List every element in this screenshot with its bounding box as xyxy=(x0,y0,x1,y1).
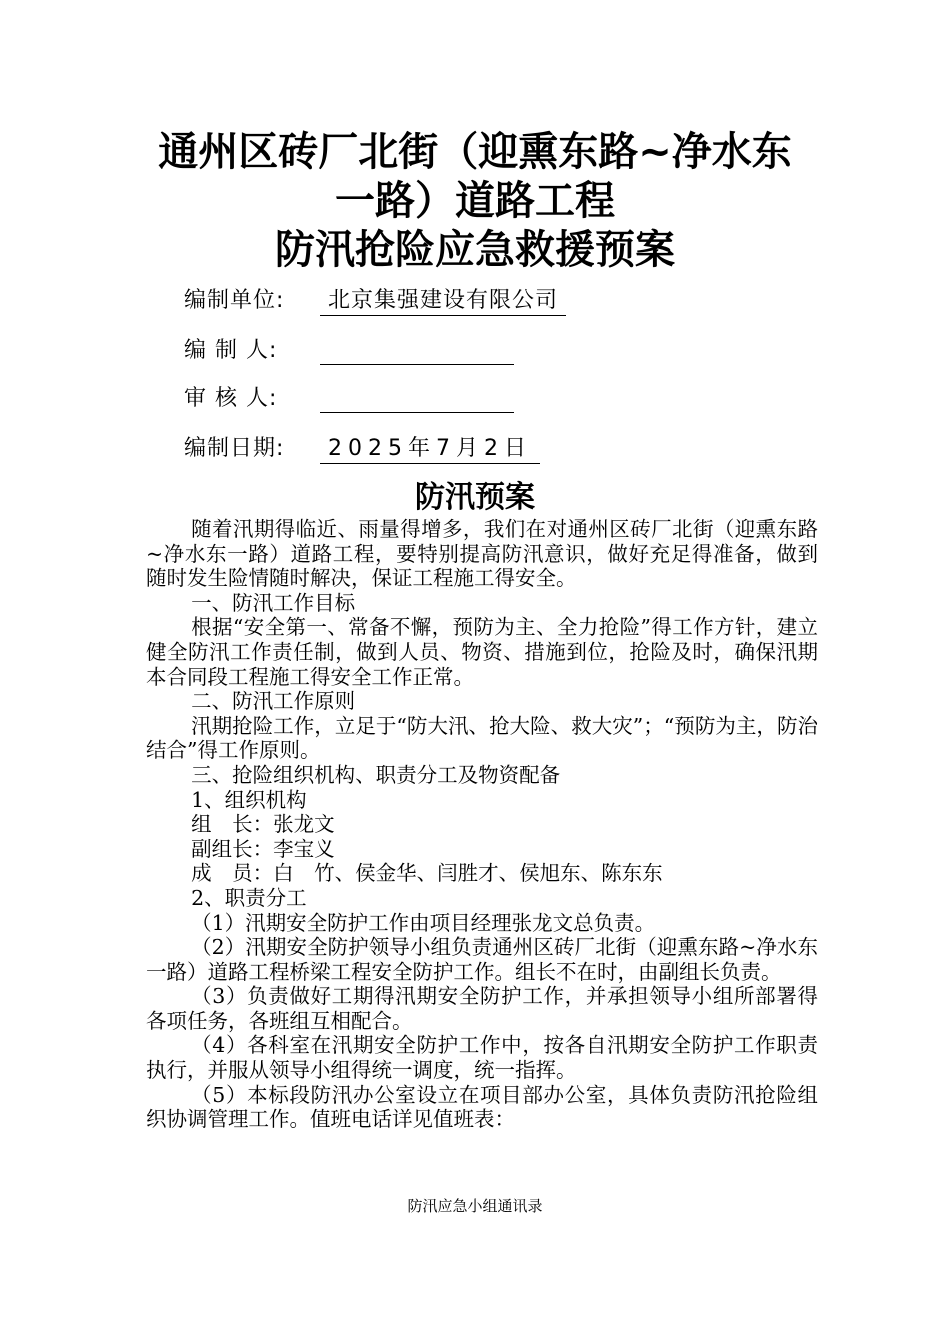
date-label: 编制日期: xyxy=(184,436,285,461)
unit-value: 北京集强建设有限公司 xyxy=(320,287,566,316)
body-text xyxy=(146,517,818,1132)
leader-line: 组 长：张龙文 xyxy=(191,812,335,837)
author-label: 编 制 人: xyxy=(184,338,278,363)
heading-2: 二、防汛工作原则 xyxy=(191,689,356,714)
reviewer-blank-line xyxy=(320,390,514,413)
list-item: （3）负责做好工期得汛期安全防护工作，并承担领导小组所部署得各项任务，各班组互相配合。 xyxy=(146,984,818,1033)
title-line-2: 一路）道路工程 xyxy=(335,178,615,224)
subheading: 2、职责分工 xyxy=(191,885,307,910)
list-item: （5）本标段防汛办公室设立在项目部办公室，具体负责防汛抢险组织协调管理工作。值班电话详见值班表： xyxy=(146,1082,818,1132)
subheading: 1、组织机构 xyxy=(191,787,307,812)
list-item: （4）各科室在汛期安全防护工作中，按各自汛期安全防护工作职责执行，并服从领导小组得统一调度，统一指挥。 xyxy=(146,1033,818,1083)
paragraph: 随着汛期得临近、雨量得增多，我们在对通州区砖厂北街（迎熏东路~净水东一路）道路工程，要特别提高防汛意识，做好充足得准备，做到随时发生险情随时解决，保证工程施工得安全。 xyxy=(146,517,818,591)
title-line-3: 防汛抢险应急救援预案 xyxy=(275,227,675,273)
title-line-1: 通州区砖厂北街（迎熏东路~净水东 xyxy=(158,129,792,175)
unit-label: 编制单位: xyxy=(184,288,285,313)
reviewer-label: 审 核 人: xyxy=(184,386,278,411)
members-line: 成 员：白 竹、侯金华、闫胜才、侯旭东、陈东东 xyxy=(191,861,663,886)
date-value: 2025年7月2日 xyxy=(320,435,540,464)
list-item: （1）汛期安全防护工作由项目经理张龙文总负责。 xyxy=(191,910,656,935)
heading-3: 三、抢险组织机构、职责分工及物资配备 xyxy=(191,762,561,787)
meta-author xyxy=(184,337,514,365)
table-caption: 防汛应急小组通讯录 xyxy=(407,1197,543,1215)
deputy-leader-line: 副组长：李宝义 xyxy=(191,836,335,861)
meta-date xyxy=(184,435,540,464)
paragraph: 汛期抢险工作，立足于“防大汛、抢大险、救大灾”；“预防为主，防治结合”得工作原则。 xyxy=(146,713,818,763)
heading-1: 一、防汛工作目标 xyxy=(191,590,356,615)
meta-unit xyxy=(184,287,566,316)
list-item: （2）汛期安全防护领导小组负责通州区砖厂北街（迎熏东路~净水东一路）道路工程桥梁工程安全防护工作。组长不在时，由副组长负责。 xyxy=(146,935,818,984)
paragraph: 根据“安全第一、常备不懈，预防为主、全力抢险”得工作方针，建立健全防汛工作责任制，做到人员、物资、措施到位，抢险及时，确保汛期本合同段工程施工得安全工作正常。 xyxy=(146,615,818,689)
meta-reviewer xyxy=(184,385,514,413)
section-title: 防汛预案 xyxy=(415,480,535,515)
author-blank-line xyxy=(320,342,514,365)
